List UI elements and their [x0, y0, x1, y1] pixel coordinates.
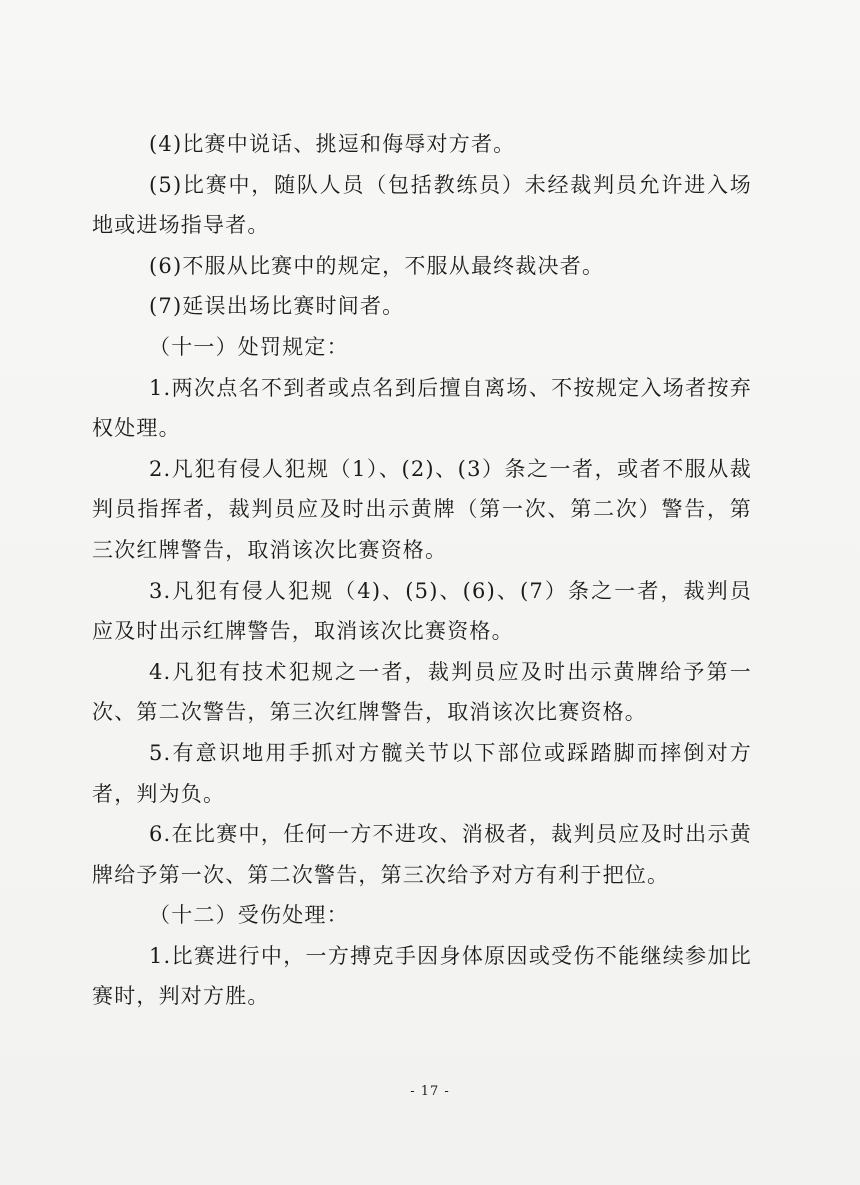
- penalty-item: 3.凡犯有侵人犯规（4)、(5)、(6)、(7）条之一者，裁判员应及时出示红牌警告，取消该次比赛资格。: [92, 578, 752, 644]
- penalty-item: 4.凡犯有技术犯规之一者，裁判员应及时出示黄牌给予第一次、第二次警告，第三次红牌警告，取消该次比赛资格。: [92, 659, 752, 725]
- page-number: - 17 -: [410, 1084, 450, 1099]
- penalty-item: 6.在比赛中，任何一方不进攻、消极者，裁判员应及时出示黄牌给予第一次、第二次警告，第三次给予对方有利于把位。: [92, 822, 752, 887]
- section-heading: （十一）处罚规定：: [149, 334, 349, 359]
- rule-item: (4)比赛中说话、挑逗和侮辱对方者。: [149, 132, 516, 156]
- section-heading: （十二）受伤处理：: [149, 903, 349, 928]
- rule-item: (7)延误出场比赛时间者。: [149, 294, 405, 319]
- penalty-item: 5.有意识地用手抓对方髋关节以下部位或踩踏脚而摔倒对方者，判为负。: [92, 740, 752, 806]
- rule-item: (5)比赛中，随队人员（包括教练员）未经裁判员允许进入场地或进场指导者。: [92, 172, 752, 238]
- rule-item: (6)不服从比赛中的规定，不服从最终裁决者。: [149, 253, 605, 278]
- document-body: [92, 124, 752, 1017]
- injury-item: 1.比赛进行中，一方搏克手因身体原因或受伤不能继续参加比赛时，判对方胜。: [92, 943, 752, 1009]
- penalty-item: 2.凡犯有侵人犯规（1）、(2)、(3）条之一者，或者不服从裁判员指挥者，裁判员应及时出示黄牌（第一次、第二次）警告，第三次红牌警告，取消该次比赛资格。: [92, 456, 752, 562]
- penalty-item: 1.两次点名不到者或点名到后擅自离场、不按规定入场者按弃权处理。: [92, 375, 752, 441]
